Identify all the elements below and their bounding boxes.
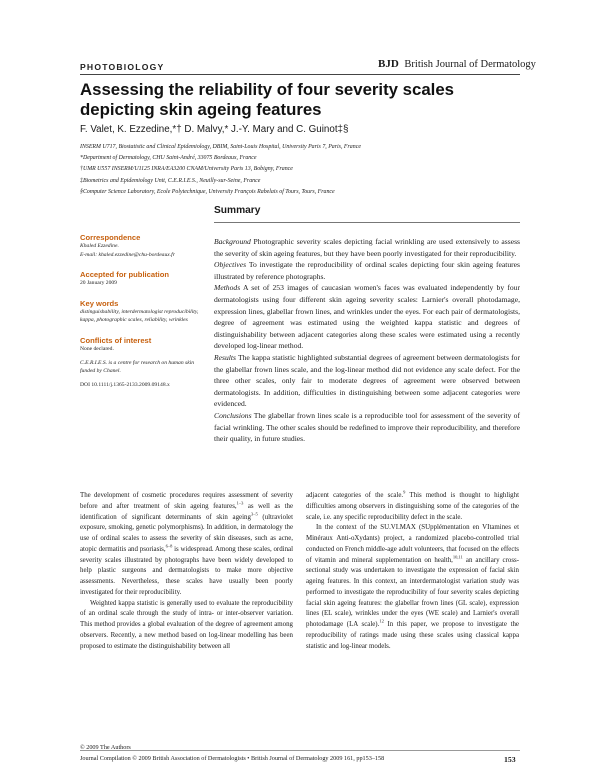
correspondence-name: Khaled Ezzedine. xyxy=(80,243,119,249)
background-text: Photographic severity scales depicting facial wrinkling are used extensively to assess the severity of skin ageing features, but they have been poorly investigated for their reproducibility. xyxy=(214,237,520,258)
correspondence-heading: Correspondence xyxy=(80,233,141,242)
body-paragraph: The development of cosmetic procedures requires assessment of severity before and after treatment of skin ageing features,$^{1-3}$ as well as the identification of significant determinants of skin ageing$^{3-5}$ (ultraviolet exposure, smoking, genetic polymorphisms). In addition, in dermatology the use of ordinal scales to assess the severity of skin diseases, such as acne, atopic dermatitis and psoriasis,$^{6-8}$ is widespread. Among these scales, ordinal severity scales illustrated by photographs have been widely developed to help plastic surgeons and dermatologists to make more objective assessments. Nevertheless, these scales have usually been poorly investigated for their reproducibility. xyxy=(80,492,294,596)
abstract xyxy=(214,236,520,445)
results-text: The kappa statistic highlighted substantial degrees of agreement between dermatologists for the glabellar frown lines scale, and the log-linear method did not evidence any scale defect. For the three other scales, only fair to moderate degrees of agreement were observed between dermatologists. In addition, difficulties in distinguishing between some adjacent categories were evidenced. xyxy=(214,352,520,409)
page-number: 153 xyxy=(504,755,516,764)
conclusions-label: Conclusions xyxy=(214,410,252,420)
conflicts-text: None declared. xyxy=(80,345,114,352)
article-title: Assessing the reliability of four severity scales depicting skin ageing features xyxy=(80,80,455,119)
journal-footer-line: Journal Compilation © 2009 British Association of Dermatologists • British Journal of Dermatology 2009 161, pp153–158 xyxy=(80,755,385,762)
abstract-methods xyxy=(214,282,520,352)
ceries-note: C.E.R.I.E.S. is a centre for research on human skin funded by Chanel. xyxy=(80,359,195,375)
article-sidebar xyxy=(80,233,202,389)
affiliation: †UMR U557 INSERM/U1125 INRA/EA3200 CNAM/University Paris 13, Bobigny, France xyxy=(80,166,293,173)
results-label: Results xyxy=(214,352,236,362)
summary-heading: Summary xyxy=(214,205,261,216)
section-label: PHOTOBIOLOGY xyxy=(80,62,165,72)
body-paragraph: In the context of the SU.VI.MAX (SUpplémentation en VItamines et Minéraux Anti-oXydants) project, a randomized placebo-controlled trial conducted on French middle-age adult volunteers, that focused on the effects of vitamin and mineral supplementation on health,$^{10,11}$ an ancillary cross-sectional study was undertaken to investigate the expression of facial skin ageing features. In this context, an interdermatologist variation study was performed to investigate the reproducibility of four severity scales depicting facial skin ageing features: the glabellar frown lines (GL scale), expression lines (EL scale), wrinkles under the eyes (WE scale) and Larnier's overall photodamage (LA scale).$^{12}$ In this paper, we propose to investigate the reproducibility of ratings made using these scales using classical kappa statistic and log-linear models. xyxy=(306,524,519,650)
accepted-date: 20 January 2009 xyxy=(80,280,117,287)
correspondence-email[interactable]: E-mail: khaled.ezzedine@chu-bordeaux.fr xyxy=(80,251,175,258)
affiliation: ‡Biometrics and Epidemiology Unit, C.E.R.I.E.S., Neuilly-sur-Seine, France xyxy=(80,177,261,184)
objectives-label: Objectives xyxy=(214,260,247,270)
body-paragraph: adjacent categories of the scale.$^9$ This method is thought to highlight difficulties among observers in distinguishing some of the categories of the scale, i.e. any specific reproducibility defect in the scale. xyxy=(306,489,519,521)
affiliation: *Department of Dermatology, CHU Saint-André, 33075 Bordeaux, France xyxy=(80,155,257,162)
doi[interactable]: DOI 10.1111/j.1365-2133.2009.09148.x xyxy=(80,381,170,388)
copyright-line: © 2009 The Authors xyxy=(80,744,131,751)
abstract-background xyxy=(214,236,520,259)
keywords-heading: Key words xyxy=(80,298,119,308)
methods-label: Methods xyxy=(214,283,241,293)
header-rule xyxy=(80,74,520,75)
keywords-list: distinguishability, interdermatologist reproducibility, kappa, photographic scales, reliability, wrinkles xyxy=(80,308,199,324)
abstract-conclusions xyxy=(214,410,520,445)
summary-rule xyxy=(214,222,520,223)
affiliation: INSERM U717, Biostatistic and Clinical Epidemiology, DBIM, Saint-Louis Hospital, University Paris 7, Paris, France xyxy=(80,144,361,150)
journal-header xyxy=(378,58,536,70)
affiliation: §Computer Science Laboratory, Ecole Polytechnique, University François Rabelais of Tours, Tours, France xyxy=(80,188,335,195)
accepted-heading: Accepted for publication xyxy=(80,270,170,280)
body-column-left xyxy=(80,491,293,652)
author-list: F. Valet, K. Ezzedine,*† D. Malvy,* J.-Y. Mary and C. Guinot‡§ xyxy=(80,124,349,135)
background-label: Background xyxy=(214,237,251,246)
body-column-right xyxy=(306,491,519,652)
affiliations xyxy=(80,142,520,198)
methods-text: A set of 253 images of caucasian women's faces was evaluated independently by four dermatologists using four different skin ageing severity scales: Larnier's overall photodamage, expression lines, glabellar frown lines, and wrinkles under the eyes. For each pair of dermatologists, degree of agreement was estimated using the weighted kappa statistic and degrees of distinguishability between adjacent categories along these scales were estimated using a recently developed log-linear method. xyxy=(214,283,521,351)
journal-abbr: BJD xyxy=(378,58,399,70)
journal-name: British Journal of Dermatology xyxy=(404,59,536,70)
abstract-objectives xyxy=(214,259,520,282)
objectives-text: To investigate the reproducibility of ordinal scales depicting four skin ageing features illustrated by reference photographs. xyxy=(214,260,520,281)
conflicts-heading: Conflicts of interest xyxy=(80,335,152,345)
conclusions-text: The glabellar frown lines scale is a reproducible tool for assessment of the severity of facial wrinkling. The other scales should be redefined to improve their reproducibility, and therefore their quality, in future studies. xyxy=(214,410,521,444)
body-paragraph: Weighted kappa statistic is generally used to evaluate the reproducibility of an ordinal scale through the study of intra- or inter-observer variation. This method provides a global evaluation of the degree of agreement among observers. Recently, a new method based on log-linear modelling has been proposed to estimate the distinguishability between all xyxy=(80,599,293,650)
abstract-results xyxy=(214,352,520,410)
footer-rule xyxy=(80,750,520,751)
